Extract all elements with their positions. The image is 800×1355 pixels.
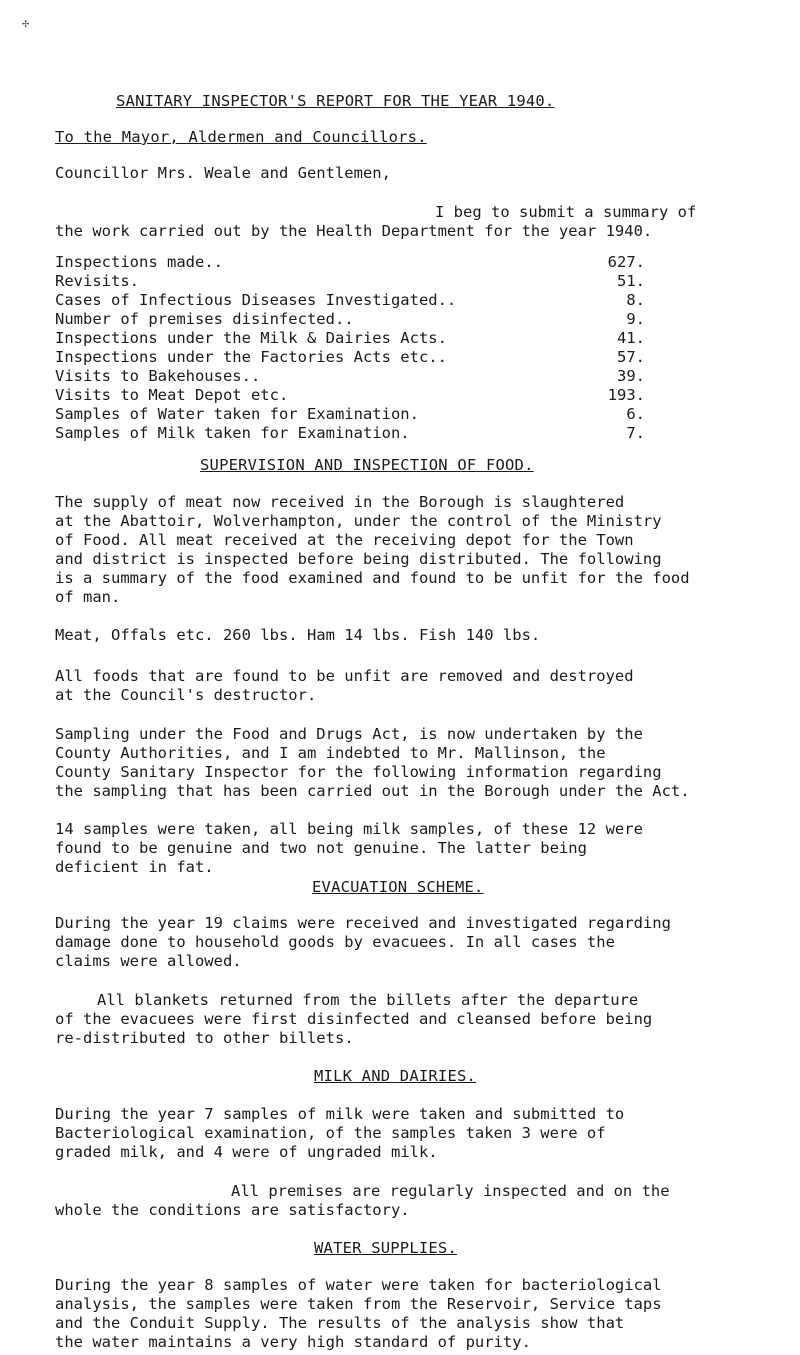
water-line: and the Conduit Supply. The results of the analysis show that xyxy=(55,1314,625,1332)
food-paragraph-5 xyxy=(55,820,775,877)
stat-label: Inspections made.. xyxy=(55,253,223,271)
food-line: 14 samples were taken, all being milk samples, of these 12 were xyxy=(55,820,643,838)
stat-label: Visits to Meat Depot etc. xyxy=(55,386,289,404)
stat-row xyxy=(55,253,645,272)
food-line: the sampling that has been carried out in the Borough under the Act. xyxy=(55,782,690,800)
food-paragraph-1 xyxy=(55,493,775,607)
stat-value: 9. xyxy=(626,310,645,328)
stat-row xyxy=(55,367,645,386)
evacuation-line: re-distributed to other billets. xyxy=(55,1029,354,1047)
water-line: During the year 8 samples of water were taken for bacteriological xyxy=(55,1276,662,1294)
milk-line: All premises are regularly inspected and on the xyxy=(231,1182,670,1200)
section-heading-water: WATER SUPPLIES. xyxy=(314,1239,457,1257)
stat-label: Revisits. xyxy=(55,272,139,290)
stat-value: 6. xyxy=(626,405,645,423)
evacuation-line: damage done to household goods by evacuees. In all cases the xyxy=(55,933,615,951)
stat-value: 41. xyxy=(617,329,645,347)
section-heading-milk: MILK AND DAIRIES. xyxy=(314,1067,477,1085)
milk-line: whole the conditions are satisfactory. xyxy=(55,1201,410,1219)
stats-list xyxy=(55,253,645,443)
salutation: Councillor Mrs. Weale and Gentlemen, xyxy=(55,164,391,182)
evacuation-line: of the evacuees were first disinfected and cleansed before being xyxy=(55,1010,653,1028)
stat-value: 57. xyxy=(617,348,645,366)
food-line: and district is inspected before being distributed. The following xyxy=(55,550,662,568)
stat-label: Visits to Bakehouses.. xyxy=(55,367,261,385)
intro-paragraph xyxy=(55,203,775,241)
food-summary-line: Meat, Offals etc. 260 lbs. Ham 14 lbs. Fish 140 lbs. xyxy=(55,626,541,644)
salutation-underlined: To the Mayor, Aldermen and Councillors. xyxy=(55,128,427,146)
stat-label: Cases of Infectious Diseases Investigated.. xyxy=(55,291,457,309)
stat-value: 627. xyxy=(607,253,645,271)
evacuation-line: claims were allowed. xyxy=(55,952,242,970)
section-heading-evacuation: EVACUATION SCHEME. xyxy=(312,878,484,896)
evacuation-line: During the year 19 claims were received and investigated regarding xyxy=(55,914,671,932)
food-line: is a summary of the food examined and found to be unfit for the food xyxy=(55,569,690,587)
stat-row xyxy=(55,386,645,405)
milk-paragraph-2 xyxy=(55,1182,775,1220)
margin-mark-icon: ✢ xyxy=(22,16,30,30)
food-line: deficient in fat. xyxy=(55,858,214,876)
stat-row xyxy=(55,424,645,443)
food-line: All foods that are found to be unfit are removed and destroyed xyxy=(55,667,634,685)
stat-label: Inspections under the Factories Acts etc.. xyxy=(55,348,447,366)
evacuation-paragraph-2 xyxy=(55,991,775,1048)
food-line: of Food. All meat received at the receiving depot for the Town xyxy=(55,531,634,549)
stat-label: Samples of Milk taken for Examination. xyxy=(55,424,410,442)
food-paragraph-4 xyxy=(55,725,775,801)
food-line: County Authorities, and I am indebted to Mr. Mallinson, the xyxy=(55,744,606,762)
stat-row xyxy=(55,272,645,291)
food-paragraph-3 xyxy=(55,667,775,705)
intro-line: the work carried out by the Health Department for the year 1940. xyxy=(55,222,653,240)
stat-label: Inspections under the Milk & Dairies Acts. xyxy=(55,329,447,347)
food-line: Sampling under the Food and Drugs Act, is now undertaken by the xyxy=(55,725,643,743)
section-heading-food: SUPERVISION AND INSPECTION OF FOOD. xyxy=(200,456,534,474)
stat-row xyxy=(55,405,645,424)
milk-line: graded milk, and 4 were of ungraded milk. xyxy=(55,1143,438,1161)
stat-row xyxy=(55,329,645,348)
stat-label: Samples of Water taken for Examination. xyxy=(55,405,419,423)
food-line: The supply of meat now received in the Borough is slaughtered xyxy=(55,493,625,511)
stat-label: Number of premises disinfected.. xyxy=(55,310,354,328)
food-line: found to be genuine and two not genuine. The latter being xyxy=(55,839,587,857)
water-paragraph-1 xyxy=(55,1276,775,1352)
food-line: of man. xyxy=(55,588,121,606)
stat-value: 8. xyxy=(626,291,645,309)
milk-paragraph-1 xyxy=(55,1105,775,1162)
food-line: County Sanitary Inspector for the following information regarding xyxy=(55,763,662,781)
water-line: analysis, the samples were taken from the Reservoir, Service taps xyxy=(55,1295,662,1313)
evacuation-paragraph-1 xyxy=(55,914,775,971)
water-line: the water maintains a very high standard of purity. xyxy=(55,1333,531,1351)
stat-value: 39. xyxy=(617,367,645,385)
milk-line: During the year 7 samples of milk were taken and submitted to xyxy=(55,1105,625,1123)
food-line: at the Council's destructor. xyxy=(55,686,317,704)
stat-row xyxy=(55,310,645,329)
stat-row xyxy=(55,348,645,367)
intro-line: I beg to submit a summary of xyxy=(435,203,697,221)
stat-value: 193. xyxy=(607,386,645,404)
stat-row xyxy=(55,291,645,310)
stat-value: 51. xyxy=(617,272,645,290)
report-title: SANITARY INSPECTOR'S REPORT FOR THE YEAR 1940. xyxy=(116,92,555,110)
milk-line: Bacteriological examination, of the samples taken 3 were of xyxy=(55,1124,606,1142)
evacuation-line: All blankets returned from the billets after the departure xyxy=(97,991,639,1009)
food-line: at the Abattoir, Wolverhampton, under the control of the Ministry xyxy=(55,512,662,530)
stat-value: 7. xyxy=(626,424,645,442)
